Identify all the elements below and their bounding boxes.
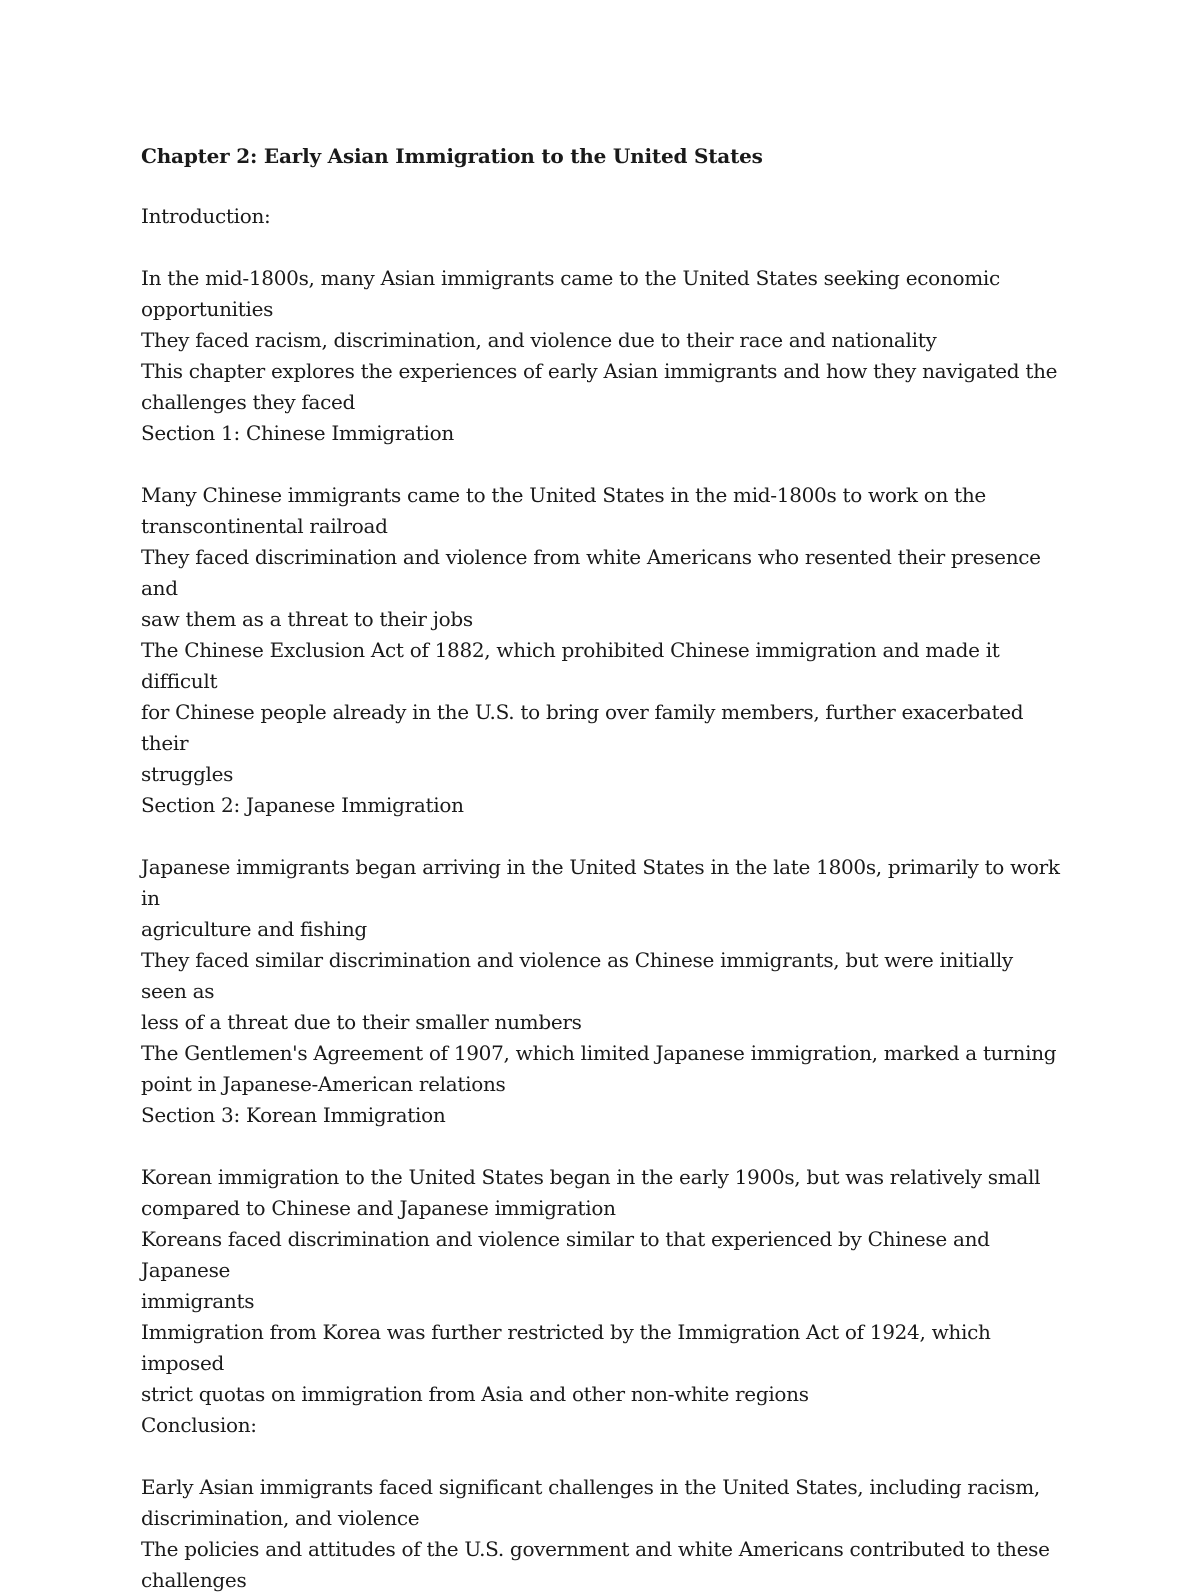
spacer: [141, 1441, 1061, 1472]
section1-line: struggles: [141, 762, 234, 786]
conclusion-heading: Conclusion:: [141, 1413, 257, 1437]
conclusion-line: The policies and attitudes of the U.S. government and white Americans contributed to these: [141, 1537, 1050, 1561]
section2-line: point in Japanese-American relations: [141, 1072, 506, 1096]
intro-line: opportunities: [141, 297, 274, 321]
conclusion-line: discrimination, and violence: [141, 1506, 420, 1530]
section3-line: compared to Chinese and Japanese immigration: [141, 1196, 616, 1220]
section3-line: Immigration from Korea was further restricted by the Immigration Act of 1924, which imposed: [141, 1320, 991, 1375]
conclusion-line: Early Asian immigrants faced significant challenges in the United States, including racism,: [141, 1475, 1040, 1499]
section1-line: They faced discrimination and violence from white Americans who resented their presence and: [141, 545, 1041, 600]
spacer: [141, 232, 1061, 263]
intro-line: challenges they faced: [141, 390, 356, 414]
intro-line: In the mid-1800s, many Asian immigrants came to the United States seeking economic: [141, 266, 1000, 290]
document-title: Chapter 2: Early Asian Immigration to the United States: [141, 144, 763, 168]
section1-line: The Chinese Exclusion Act of 1882, which prohibited Chinese immigration and made it difficult: [141, 638, 1000, 693]
document-body: [141, 138, 1061, 1596]
section1-line: for Chinese people already in the U.S. to bring over family members, further exacerbated their: [141, 700, 1024, 755]
section3-line: Koreans faced discrimination and violence similar to that experienced by Chinese and Japanese: [141, 1227, 990, 1282]
intro-line: They faced racism, discrimination, and violence due to their race and nationality: [141, 328, 937, 352]
section1-line: Many Chinese immigrants came to the United States in the mid-1800s to work on the: [141, 483, 986, 507]
section2-line: less of a threat due to their smaller numbers: [141, 1010, 582, 1034]
conclusion-line: challenges: [141, 1568, 247, 1592]
intro-line: This chapter explores the experiences of early Asian immigrants and how they navigated the: [141, 359, 1058, 383]
section2-line: The Gentlemen's Agreement of 1907, which limited Japanese immigration, marked a turning: [141, 1041, 1057, 1065]
spacer: [141, 174, 1061, 201]
section2-line: Japanese immigrants began arriving in the United States in the late 1800s, primarily to work in: [141, 855, 1060, 910]
section2-heading: Section 2: Japanese Immigration: [141, 793, 464, 817]
section3-line: Korean immigration to the United States began in the early 1900s, but was relatively small: [141, 1165, 1041, 1189]
section1-line: transcontinental railroad: [141, 514, 388, 538]
spacer: [141, 821, 1061, 852]
spacer: [141, 449, 1061, 480]
section3-line: immigrants: [141, 1289, 255, 1313]
section2-line: They faced similar discrimination and violence as Chinese immigrants, but were initially seen as: [141, 948, 1013, 1003]
section3-heading: Section 3: Korean Immigration: [141, 1103, 446, 1127]
intro-heading: Introduction:: [141, 204, 271, 228]
section1-heading: Section 1: Chinese Immigration: [141, 421, 454, 445]
spacer: [141, 1131, 1061, 1162]
section2-line: agriculture and fishing: [141, 917, 367, 941]
section3-line: strict quotas on immigration from Asia and other non-white regions: [141, 1382, 809, 1406]
section1-line: saw them as a threat to their jobs: [141, 607, 473, 631]
